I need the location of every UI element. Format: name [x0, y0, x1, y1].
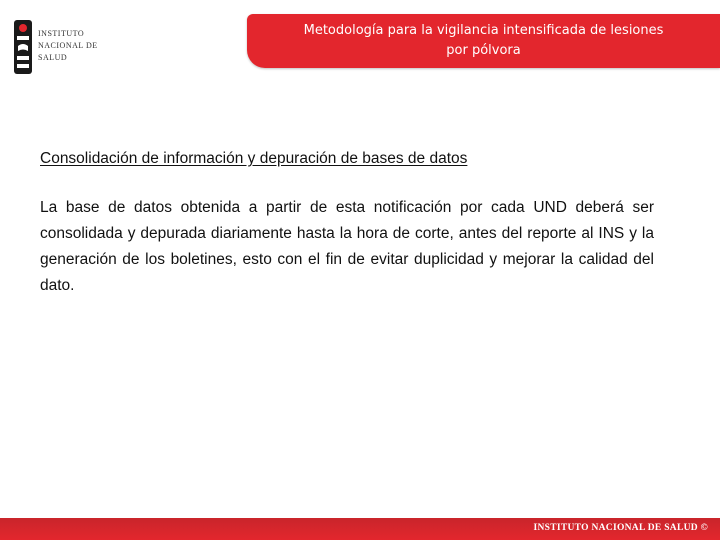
institution-logo — [12, 18, 102, 76]
logo-line-2: NACIONAL DE — [38, 41, 98, 50]
footer-text: INSTITUTO NACIONAL DE SALUD © — [533, 523, 708, 533]
footer-bar — [0, 518, 720, 540]
header-banner — [247, 14, 720, 68]
section-heading: Consolidación de información y depuración de bases de datos — [40, 150, 468, 167]
ins-logo-icon — [14, 20, 32, 74]
slide-content — [40, 150, 654, 299]
body-paragraph: La base de datos obtenida a partir de esta notificación por cada UND deberá ser consolidada y depurada diariamente hasta la hora de corte, antes del reporte al INS y la generación de los boletines, esto con el fin de evitar duplicidad y mejorar la calidad del dato. — [40, 199, 654, 294]
logo-wordmark — [38, 28, 98, 64]
logo-line-3: SALUD — [38, 53, 68, 62]
logo-line-1: INSTITUTO — [38, 29, 85, 38]
page-title: Metodología para la vigilancia intensificada de lesiones por pólvora — [303, 23, 664, 58]
